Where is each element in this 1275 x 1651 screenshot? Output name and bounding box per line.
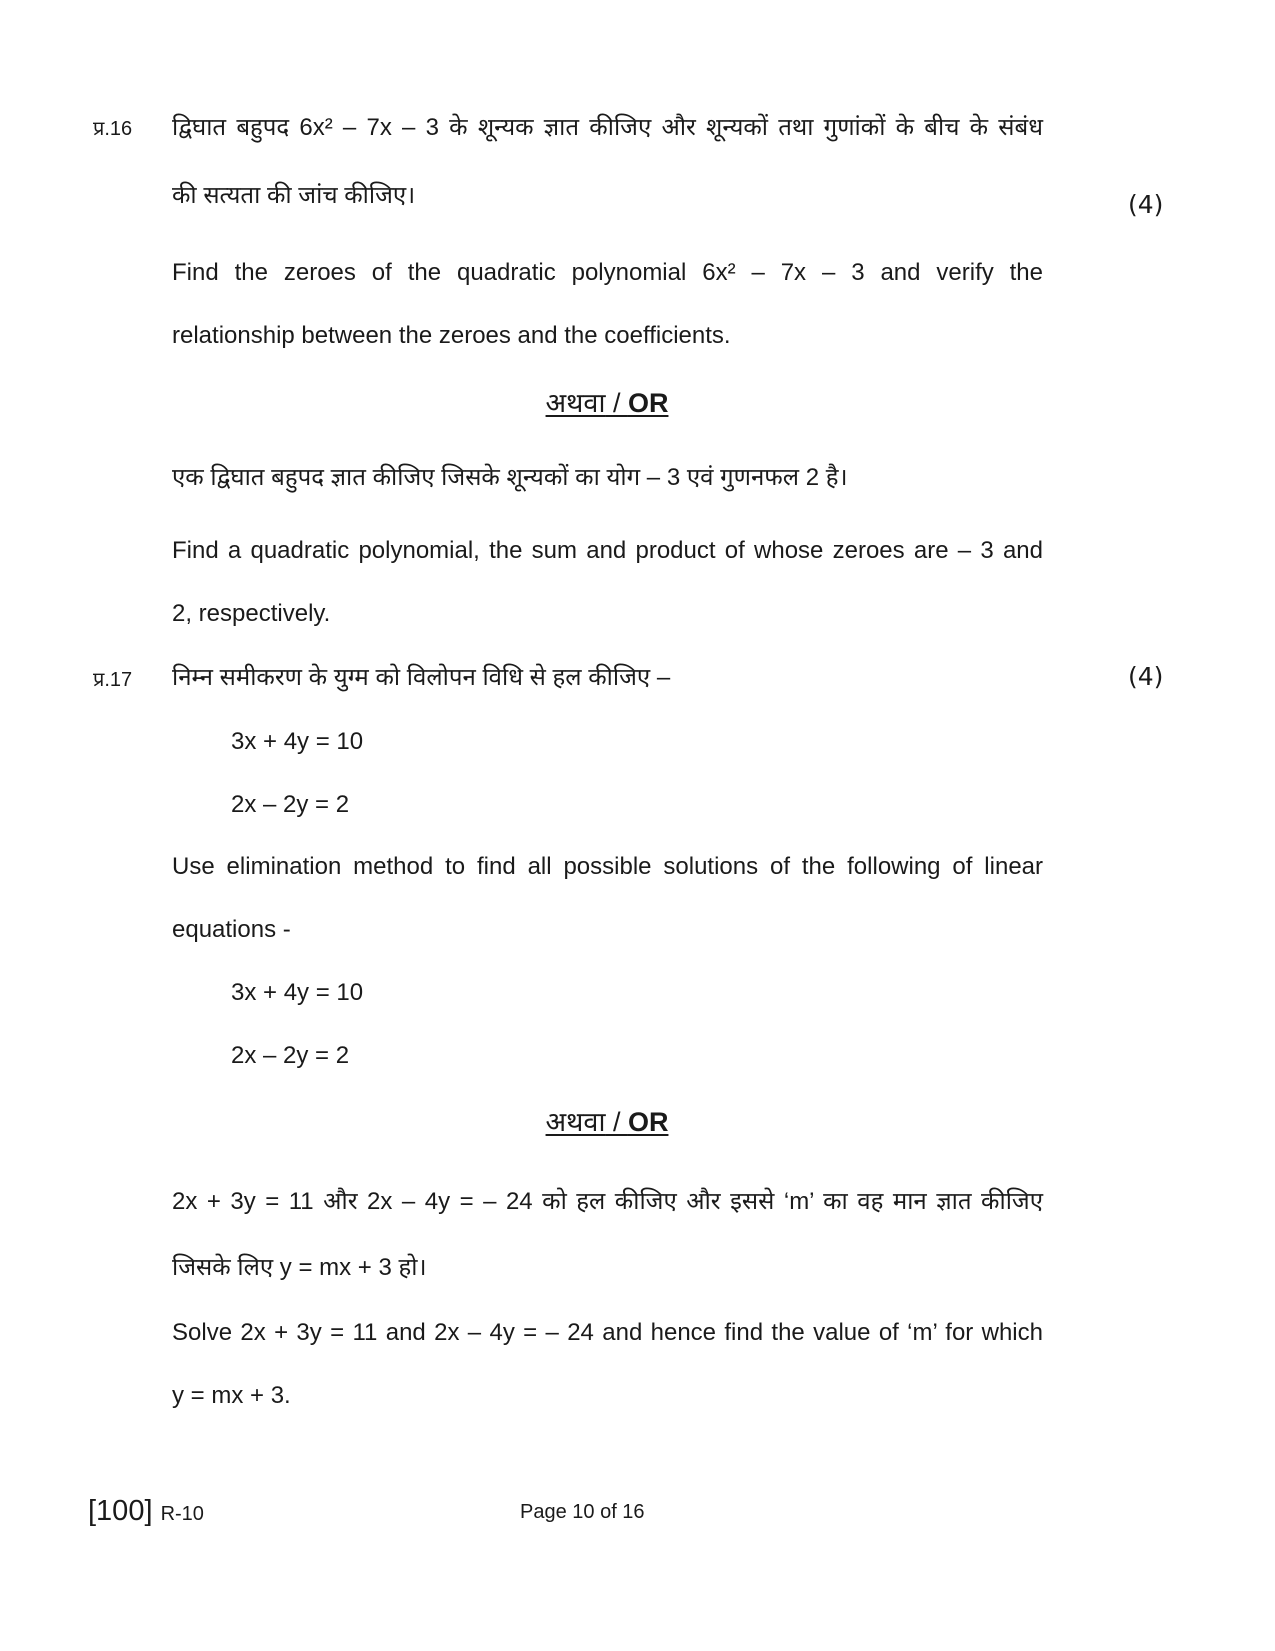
question-16-number: प्र.16 — [93, 118, 133, 140]
question-17-english-line-1: Use elimination method to find all possible solutions of the following of linear — [172, 853, 1043, 880]
question-17-marks: (4) — [1128, 662, 1164, 691]
or-divider-1 — [0, 386, 1214, 420]
question-17-english-line-2: equations - — [172, 916, 291, 943]
equation-2: 2x – 2y = 2 — [231, 791, 350, 818]
equation-1: 3x + 4y = 10 — [231, 728, 364, 755]
question-16-english-line-1: Find the zeroes of the quadratic polynomial 6x² – 7x – 3 and verify the — [172, 259, 1043, 286]
or-divider-separator: / — [605, 1107, 628, 1137]
question-16-marks: (4) — [1128, 190, 1164, 219]
or-divider-2 — [0, 1105, 1214, 1139]
question-17-alt-english-line-1: Solve 2x + 3y = 11 and 2x – 4y = – 24 and hence find the value of ‘m’ for which — [172, 1319, 1043, 1346]
question-16-alt-english-line-1: Find a quadratic polynomial, the sum and product of whose zeroes are – 3 and — [172, 537, 1043, 564]
question-17-alt-english-line-2: y = mx + 3. — [172, 1382, 291, 1409]
equation-4: 2x – 2y = 2 — [231, 1042, 350, 1069]
footer-paper-code — [88, 1494, 204, 1531]
question-17-alt-hindi-line-2: जिसके लिए y = mx + 3 हो। — [172, 1254, 427, 1281]
question-16-alt-english-line-2: 2, respectively. — [172, 600, 331, 627]
footer-code: [100] — [88, 1495, 153, 1527]
or-divider-english: OR — [627, 1107, 669, 1137]
question-16-hindi-line-1: द्विघात बहुपद 6x² – 7x – 3 के शून्यक ज्ञात कीजिए और शून्यकों तथा गुणांकों के बीच के संबंध — [172, 114, 1043, 141]
question-17-alt-hindi-line-1: 2x + 3y = 11 और 2x – 4y = – 24 को हल कीजिए और इससे ‘m’ का वह मान ज्ञात कीजिए — [172, 1188, 1043, 1215]
or-divider-english: OR — [627, 388, 669, 418]
or-divider-hindi: अथवा — [545, 388, 606, 418]
question-17-hindi-line: निम्न समीकरण के युग्म को विलोपन विधि से हल कीजिए – — [172, 664, 671, 691]
or-divider-hindi: अथवा — [545, 1107, 606, 1137]
question-16-hindi-line-2: की सत्यता की जांच कीजिए। — [172, 182, 416, 209]
question-16-alt-hindi: एक द्विघात बहुपद ज्ञात कीजिए जिसके शून्यकों का योग – 3 एवं गुणनफल 2 है। — [172, 464, 848, 491]
equation-3: 3x + 4y = 10 — [231, 979, 364, 1006]
footer-sub-code: R-10 — [160, 1503, 204, 1525]
page-number: Page 10 of 16 — [520, 1501, 645, 1523]
question-16-english-line-2: relationship between the zeroes and the coefficients. — [172, 322, 731, 349]
or-divider-separator: / — [605, 388, 628, 418]
question-17-number: प्र.17 — [93, 669, 133, 691]
